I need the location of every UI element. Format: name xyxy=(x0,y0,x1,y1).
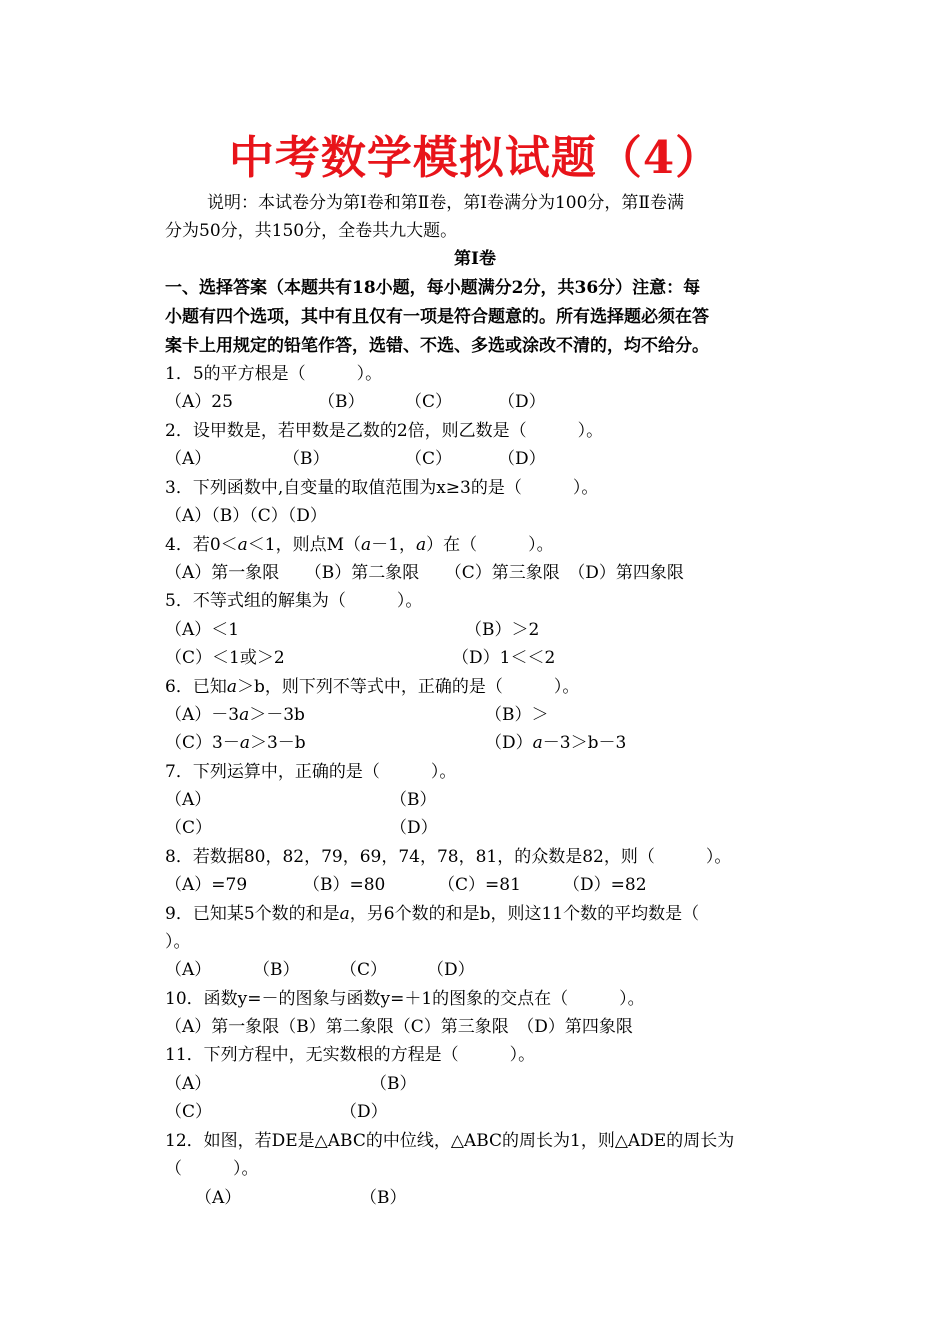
question-6-stem: 6．已知a＞b，则下列不等式中，正确的是（ ）。 xyxy=(165,677,580,697)
question-11-option-c: （C） xyxy=(165,1102,213,1122)
question-12-stem: 12．如图，若DE是△ABC的中位线，△ABC的周长为1，则△ADE的周长为 xyxy=(165,1131,735,1151)
question-5-option-c: （C）＜1或＞2 xyxy=(165,648,285,668)
question-7-option-d: （D） xyxy=(390,818,438,838)
question-2-option-a: （A） xyxy=(165,449,212,469)
question-4-options: （A）第一象限 （B）第二象限 （C）第三象限 （D）第四象限 xyxy=(165,563,684,583)
question-11-stem: 11．下列方程中，无实数根的方程是（ ）。 xyxy=(165,1045,536,1065)
question-1-option-b: （B） xyxy=(318,392,365,412)
question-1-stem: 1．5的平方根是（ ）。 xyxy=(165,364,383,384)
part-title: 第Ⅰ卷 xyxy=(454,249,496,269)
page-title: 中考数学模拟试题（4） xyxy=(228,131,722,184)
intro-line-1: 说明：本试卷分为第Ⅰ卷和第Ⅱ卷，第Ⅰ卷满分为100分，第Ⅱ卷满 xyxy=(207,193,684,213)
section-instructions-1: 一、选择答案（本题共有18小题，每小题满分2分，共36分）注意：每 xyxy=(165,278,701,298)
question-6-option-d: （D）a－3＞b－3 xyxy=(485,733,627,753)
question-6-option-b: （B）＞ xyxy=(485,705,549,725)
question-8-option-c: （C）=81 xyxy=(438,875,521,895)
question-2-option-c: （C） xyxy=(405,449,453,469)
question-6-option-c: （C）3－a＞3－b xyxy=(165,733,306,753)
question-12-option-a: （A） xyxy=(195,1188,242,1208)
section-instructions-2: 小题有四个选项，其中有且仅有一项是符合题意的。所有选择题必须在答 xyxy=(165,307,709,327)
question-12-stem-end: （ ）。 xyxy=(165,1159,259,1179)
question-8-stem: 8．若数据80，82，79，69，74，78，81，的众数是82，则（ ）。 xyxy=(165,847,732,867)
question-1-option-c: （C） xyxy=(405,392,453,412)
question-7-option-a: （A） xyxy=(165,790,212,810)
question-9-option-a: （A） xyxy=(165,960,212,980)
question-2-option-d: （D） xyxy=(498,449,546,469)
question-6-option-a: （A）－3a＞－3b xyxy=(165,705,305,725)
question-9-stem: 9．已知某5个数的和是a，另6个数的和是b，则这11个数的平均数是（ xyxy=(165,904,700,924)
question-7-option-b: （B） xyxy=(390,790,437,810)
question-11-option-b: （B） xyxy=(370,1074,417,1094)
question-7-option-c: （C） xyxy=(165,818,213,838)
section-instructions-3: 案卡上用规定的铅笔作答，选错、不选、多选或涂改不清的，均不给分。 xyxy=(165,336,709,356)
intro-line-2: 分为50分，共150分，全卷共九大题。 xyxy=(165,221,458,241)
question-5-option-d: （D）1＜＜2 xyxy=(452,648,556,668)
question-5-stem: 5．不等式组的解集为（ ）。 xyxy=(165,591,423,611)
question-9-option-c: （C） xyxy=(340,960,388,980)
question-9-option-d: （D） xyxy=(427,960,475,980)
question-1-option-d: （D） xyxy=(498,392,546,412)
question-8-option-a: （A）=79 xyxy=(165,875,248,895)
question-1-option-a: （A）25 xyxy=(165,392,233,412)
question-2-stem: 2．设甲数是，若甲数是乙数的2倍，则乙数是（ ）。 xyxy=(165,421,604,441)
question-11-option-a: （A） xyxy=(165,1074,212,1094)
question-5-option-a: （A）＜1 xyxy=(165,620,240,640)
question-8-option-b: （B）=80 xyxy=(303,875,386,895)
question-2-option-b: （B） xyxy=(283,449,330,469)
question-7-stem: 7．下列运算中，正确的是（ ）。 xyxy=(165,762,457,782)
question-10-stem: 10．函数y=－的图象与函数y=＋1的图象的交点在（ ）。 xyxy=(165,989,645,1009)
question-4-stem: 4．若0＜a＜1，则点M（a－1，a）在（ ）。 xyxy=(165,535,554,555)
question-9-stem-end: ）。 xyxy=(165,932,191,952)
question-3-stem: 3．下列函数中,自变量的取值范围为x≥3的是（ ）。 xyxy=(165,478,599,498)
question-5-option-b: （B）＞2 xyxy=(465,620,540,640)
question-9-option-b: （B） xyxy=(253,960,300,980)
question-10-options: （A）第一象限（B）第二象限（C）第三象限 （D）第四象限 xyxy=(165,1017,633,1037)
question-11-option-d: （D） xyxy=(340,1102,388,1122)
question-3-options: （A）（B）（C）（D） xyxy=(165,506,327,526)
question-12-option-b: （B） xyxy=(360,1188,407,1208)
question-8-option-d: （D）=82 xyxy=(563,875,647,895)
